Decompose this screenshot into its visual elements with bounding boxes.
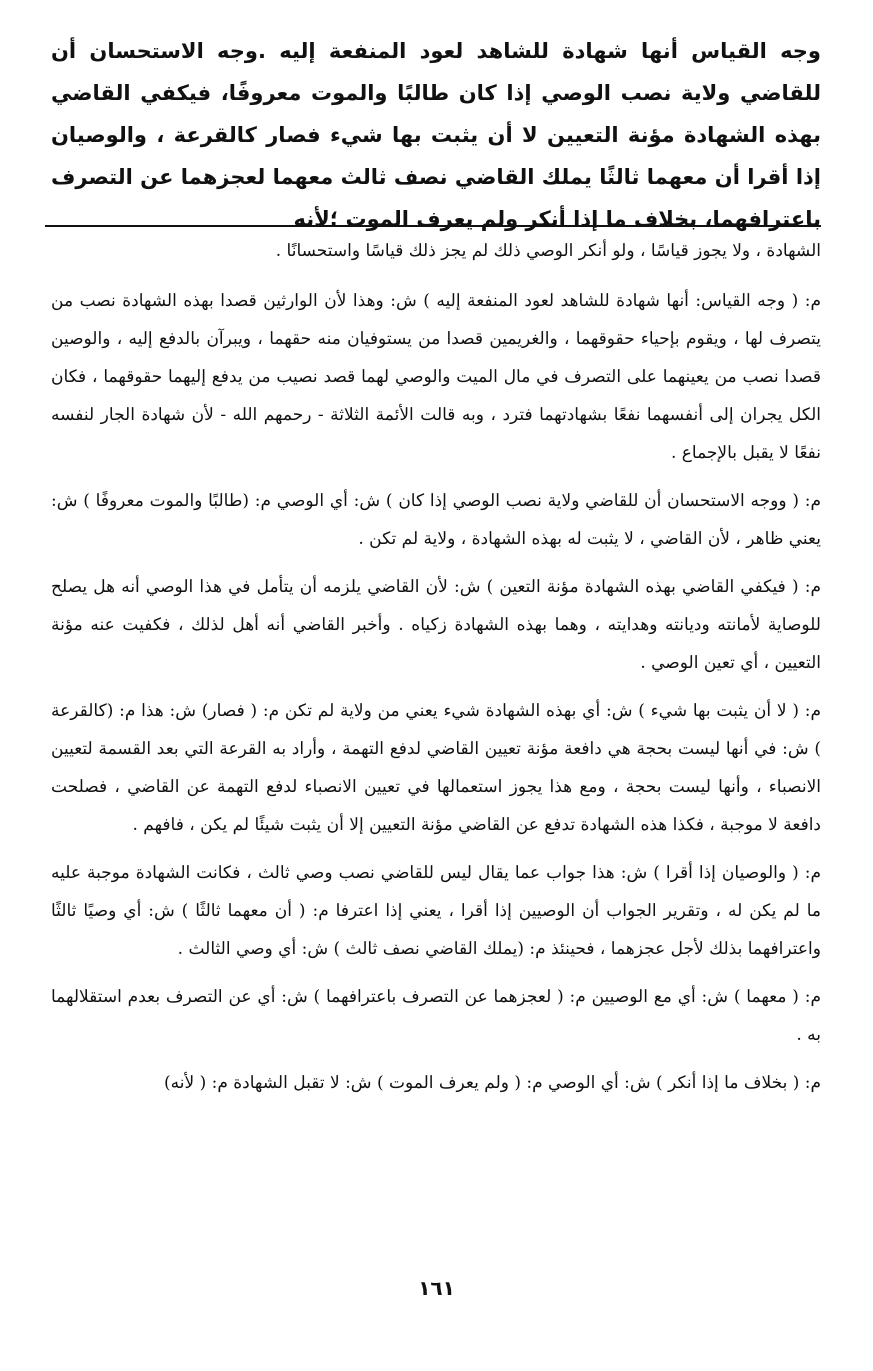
matn-text: وجه القياس أنها شهادة للشاهد لعود المنفعة إليه .وجه الاستحسان أن للقاضي ولاية نصب الوصي إذا كان طالبًا والموت معروفًا، فيكفي القاضي بهذه الشهادة مؤنة التعيين لا أن يثبت بها شيء فصار كالقرعة ، والوصيان إذا أقرا أن معهما ثالثًا يملك القاضي نصف ثالث معهما لعجزهما عن التصرف باعترافهما، بخلاف ما إذا أنكر ولم يعرف الموت ؛لأنه (51, 39, 821, 231)
page-number: ١٦١ (418, 1276, 455, 1300)
commentary-section (51, 232, 821, 1112)
commentary-paragraph: م: ( لا أن يثبت بها شيء ) ش: أي بهذه الشهادة شيء يعني من ولاية لم تكن م: ( فصار) ش: هذا م: (كالقرعة ) ش: في أنها ليست بحجة هي دافعة مؤنة تعيين القاضي لدفع التهمة ، وأراد به القرعة التي بعد القسمة لتعيين الانصباء ، وأنها ليست بحجة ، ومع هذا يجوز استعمالها في تعيين الانصباء لدفع التهمة عن القاضي ، فصلحت دافعة لا موجبة ، فكذا هذه الشهادة تدفع عن القاضي مؤنة التعيين إلا أن يثبت شيئًا لم يكن ، فافهم . (51, 701, 821, 835)
commentary-paragraph: م: ( فيكفي القاضي بهذه الشهادة مؤنة التعين ) ش: لأن القاضي يلزمه أن يتأمل في هذا الوصي أنه هل يصلح للوصاية لأمانته وديانته وهدايته ، وهما بهذه الشهادة زكياه . وأخبر القاضي أنه أهل لذلك ، فكفيت عنه مؤنة التعيين ، أي تعين الوصي . (51, 577, 821, 673)
commentary-paragraph: م: ( وجه القياس: أنها شهادة للشاهد لعود المنفعة إليه ) ش: وهذا لأن الوارثين قصدا بهذه الشهادة نصب من يتصرف لها ، ويقوم بإحياء حقوقهما ، والغريمين قصدا من يستوفيان منه حقهما ، ويبرآن بالدفع إليه ، والوصين قصدا نصب من يعينهما على التصرف في مال الميت والوصي لهما قصد نصيب من يدفع إليهما حقوقهما ، فكان الكل يجران إلى أنفسهما نفعًا بشهادتهما فترد ، وبه قالت الأئمة الثلاثة - رحمهم الله - لأن شهادة الجار لنفسه نفعًا لا يقبل بالإجماع . (51, 291, 821, 463)
commentary-paragraph: م: ( والوصيان إذا أقرا ) ش: هذا جواب عما يقال ليس للقاضي نصب وصي ثالث ، فكانت الشهادة موجبة عليه ما لم يكن له ، وتقرير الجواب أن الوصيين إذا أقرا ، يعني إذا اعترفا م: ( أن معهما ثالثًا ) ش: أي وصيًا ثالثًا واعترافهما بذلك لأجل عجزهما ، فحينئذ م: (يملك القاضي نصف ثالث ) ش: أي وصي الثالث . (51, 863, 821, 959)
separator-rule (45, 225, 821, 227)
commentary-paragraph: م: ( ووجه الاستحسان أن للقاضي ولاية نصب الوصي إذا كان ) ش: أي الوصي م: (طالبًا والموت معروفًا ) ش: يعني ظاهر ، لأن القاضي ، لا يثبت له بهذه الشهادة ، ولاية لم تكن . (51, 491, 821, 549)
commentary-paragraph: م: ( معهما ) ش: أي مع الوصيين م: ( لعجزهما عن التصرف باعترافهما ) ش: أي عن التصرف بعدم استقلالهما به . (51, 987, 821, 1045)
commentary-paragraph: الشهادة ، ولا يجوز قياسًا ، ولو أنكر الوصي ذلك لم يجز ذلك قياسًا واستحسانًا . (275, 241, 821, 261)
commentary-paragraph: م: ( بخلاف ما إذا أنكر ) ش: أي الوصي م: ( ولم يعرف الموت ) ش: لا تقبل الشهادة م: ( لأنه) (164, 1073, 821, 1093)
